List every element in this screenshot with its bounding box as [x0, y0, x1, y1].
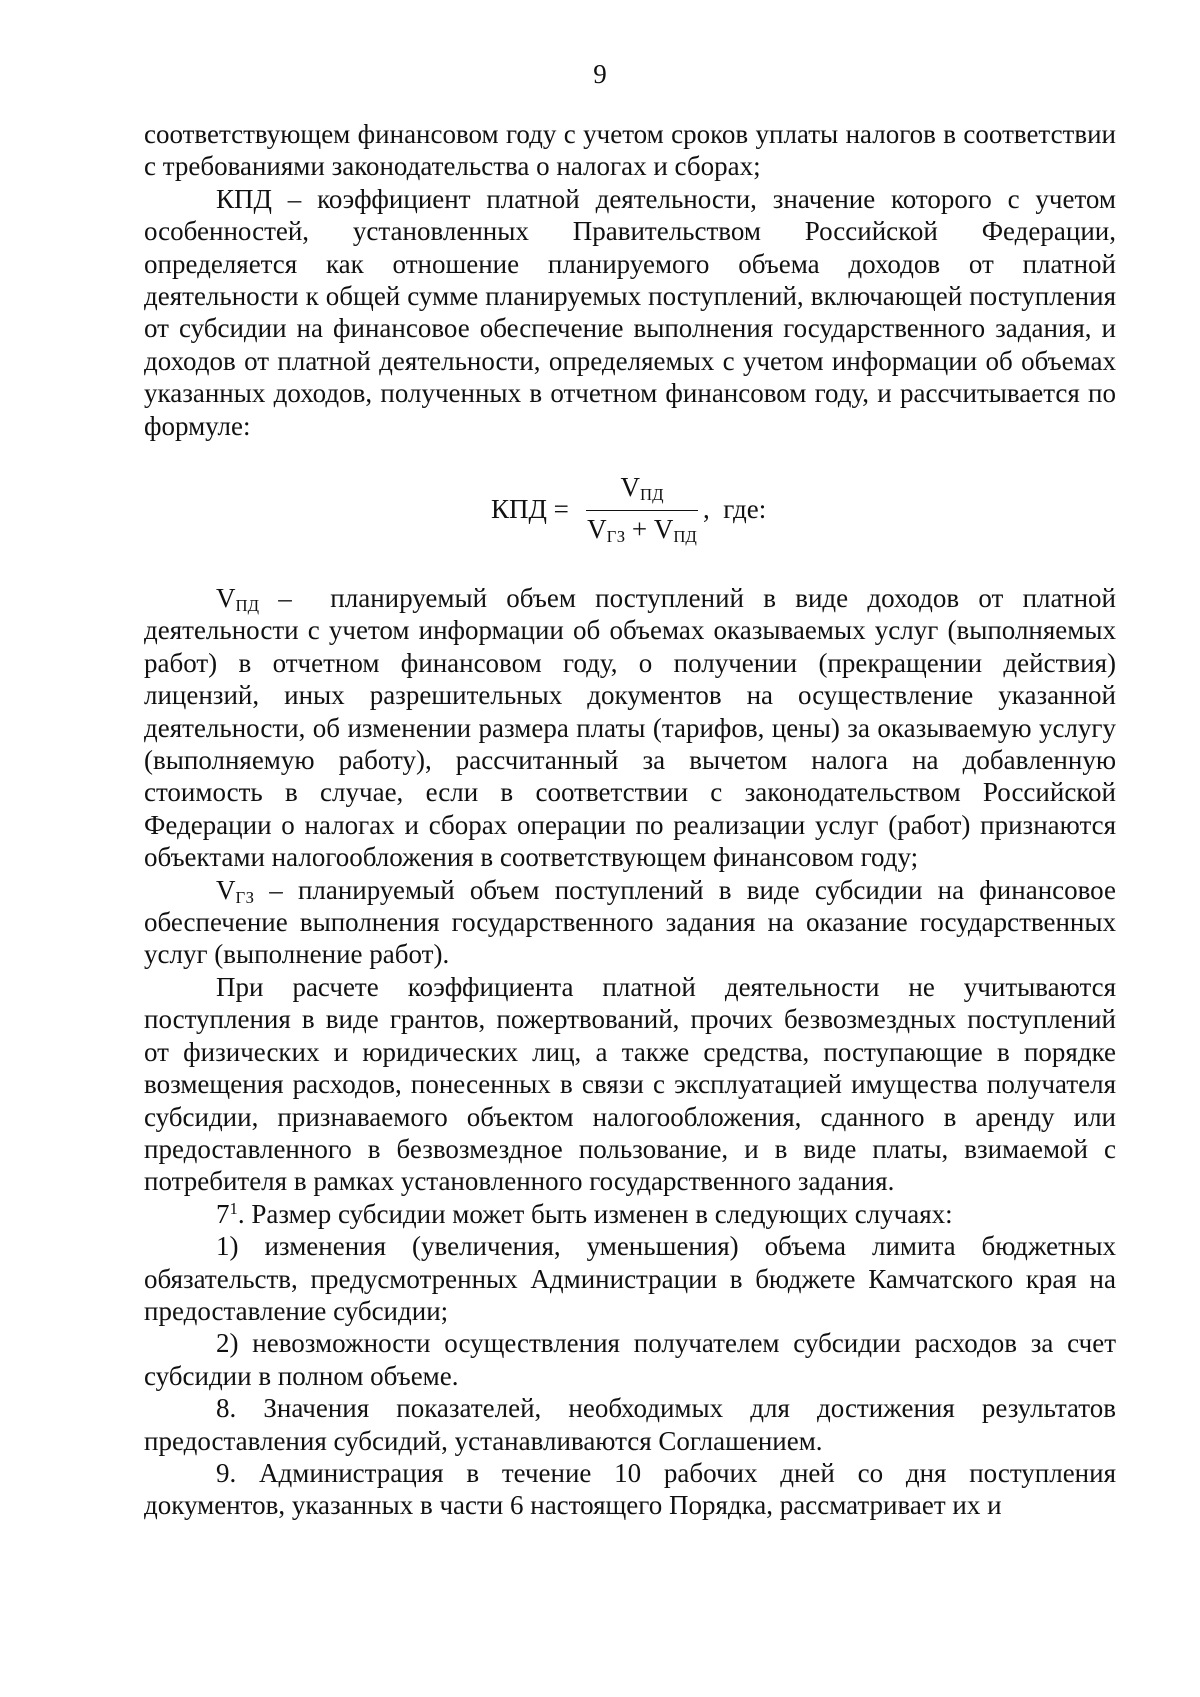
- paragraph-vgz-definition: [144, 874, 1116, 971]
- paragraph-case-1: 1) изменения (увеличения, уменьшения) объема лимита бюджетных обязательств, предусмотренных Администрации в бюджете Камчатского края на предоставление субсидии;: [144, 1231, 1116, 1326]
- vgz-sub: ГЗ: [235, 887, 254, 907]
- vpd-term: [216, 583, 260, 616]
- formula-fraction: [586, 472, 698, 552]
- vpd-sub: ПД: [235, 596, 260, 616]
- vgz-var: V: [216, 874, 236, 905]
- paragraph-vpd-definition: [144, 582, 1116, 874]
- paragraph-7-1: [144, 1198, 1116, 1230]
- vgz-dash: –: [253, 874, 298, 905]
- formula-lhs: КПД =: [491, 494, 569, 524]
- formula-tail: , где:: [703, 494, 767, 524]
- fraction-bar: [586, 510, 698, 511]
- paragraph-case-2: 2) невозможности осуществления получателем субсидии расходов за счет субсидии в полном объеме.: [144, 1328, 1116, 1391]
- formula-denominator: [586, 514, 698, 545]
- paragraph-9: 9. Администрация в течение 10 рабочих дней со дня поступления документов, указанных в части 6 настоящего Порядка, рассматривает их и: [144, 1457, 1116, 1521]
- vpd-text: планируемый объем поступлений в виде доходов от платной деятельности с учетом информации об объемах оказываемых услуг (выполняемых работ) в отчетном финансовом году, о получении (прекращении действия) лицензий, иных разрешительных документов на осуществление указанной деятельности, об изменении размера платы (тарифов, цены) за оказываемую услугу (выполняемую работу), рассчитанный за вычетом налога на добавленную стоимость в случае, если в соответствии с законодательством Российской Федерации о налогах и сборах операции по реализации услуг (работ) признаются объектами налогообложения в соответствующем финансовом году;: [144, 583, 1117, 873]
- formula-den-sub1: ГЗ: [606, 527, 626, 547]
- paragraph-continuation: соответствующем финансовом году с учетом сроков уплаты налогов в соответствии с требованиями законодательства о налогах и сборах;: [144, 119, 1116, 182]
- formula-plus: +: [625, 514, 654, 544]
- formula-den-var2: V: [653, 514, 674, 544]
- paragraph-kpd-definition: КПД – коэффициент платной деятельности, значение которого с учетом особенностей, установленных Правительством Российской Федерации, определяется как отношение планируемого объема доходов от платной деятельности к общей сумме планируемых поступлений, включающей поступления от субсидии на финансовое обеспечение выполнения государственного задания, и доходов от платной деятельности, определяемых с учетом информации об объемах указанных доходов, полученных в отчетном финансовом году, и рассчитывается по формуле:: [144, 183, 1116, 441]
- vgz-text: планируемый объем поступлений в виде субсидии на финансовое обеспечение выполнения государственного задания на оказание государственных услуг (выполнение работ).: [144, 874, 1116, 970]
- vpd-var: V: [216, 583, 236, 613]
- vgz-term: [216, 875, 254, 905]
- formula-den-var1: V: [587, 514, 607, 544]
- vpd-dash: –: [259, 583, 331, 613]
- formula-num-var: V: [620, 472, 640, 502]
- formula-numerator: [586, 472, 698, 503]
- page-number: 9: [593, 59, 607, 89]
- item-superscript: 1: [229, 1198, 238, 1218]
- kpd-formula: [0, 472, 1200, 562]
- paragraph-8: 8. Значения показателей, необходимых для достижения результатов предоставления субсидий, устанавливаются Соглашением.: [144, 1393, 1116, 1456]
- item-number: 7: [216, 1198, 230, 1229]
- text-block-bottom: [144, 582, 1116, 1522]
- item-text: . Размер субсидии может быть изменен в следующих случаях:: [237, 1198, 953, 1229]
- formula-num-sub: ПД: [639, 485, 664, 505]
- text-block-top: [144, 118, 1116, 442]
- formula-den-sub2: ПД: [673, 527, 697, 547]
- paragraph-grants-exclusion: При расчете коэффициента платной деятельности не учитываются поступления в виде грантов, пожертвований, прочих безвозмездных поступлений от физических и юридических лиц, а также средства, поступающие в порядке возмещения расходов, понесенных в связи с эксплуатацией имущества получателя субсидии, признаваемого объектом налогообложения, сданного в аренду или предоставленного в безвозмездное пользование, и в виде платы, взимаемой с потребителя в рамках установленного государственного задания.: [144, 971, 1116, 1197]
